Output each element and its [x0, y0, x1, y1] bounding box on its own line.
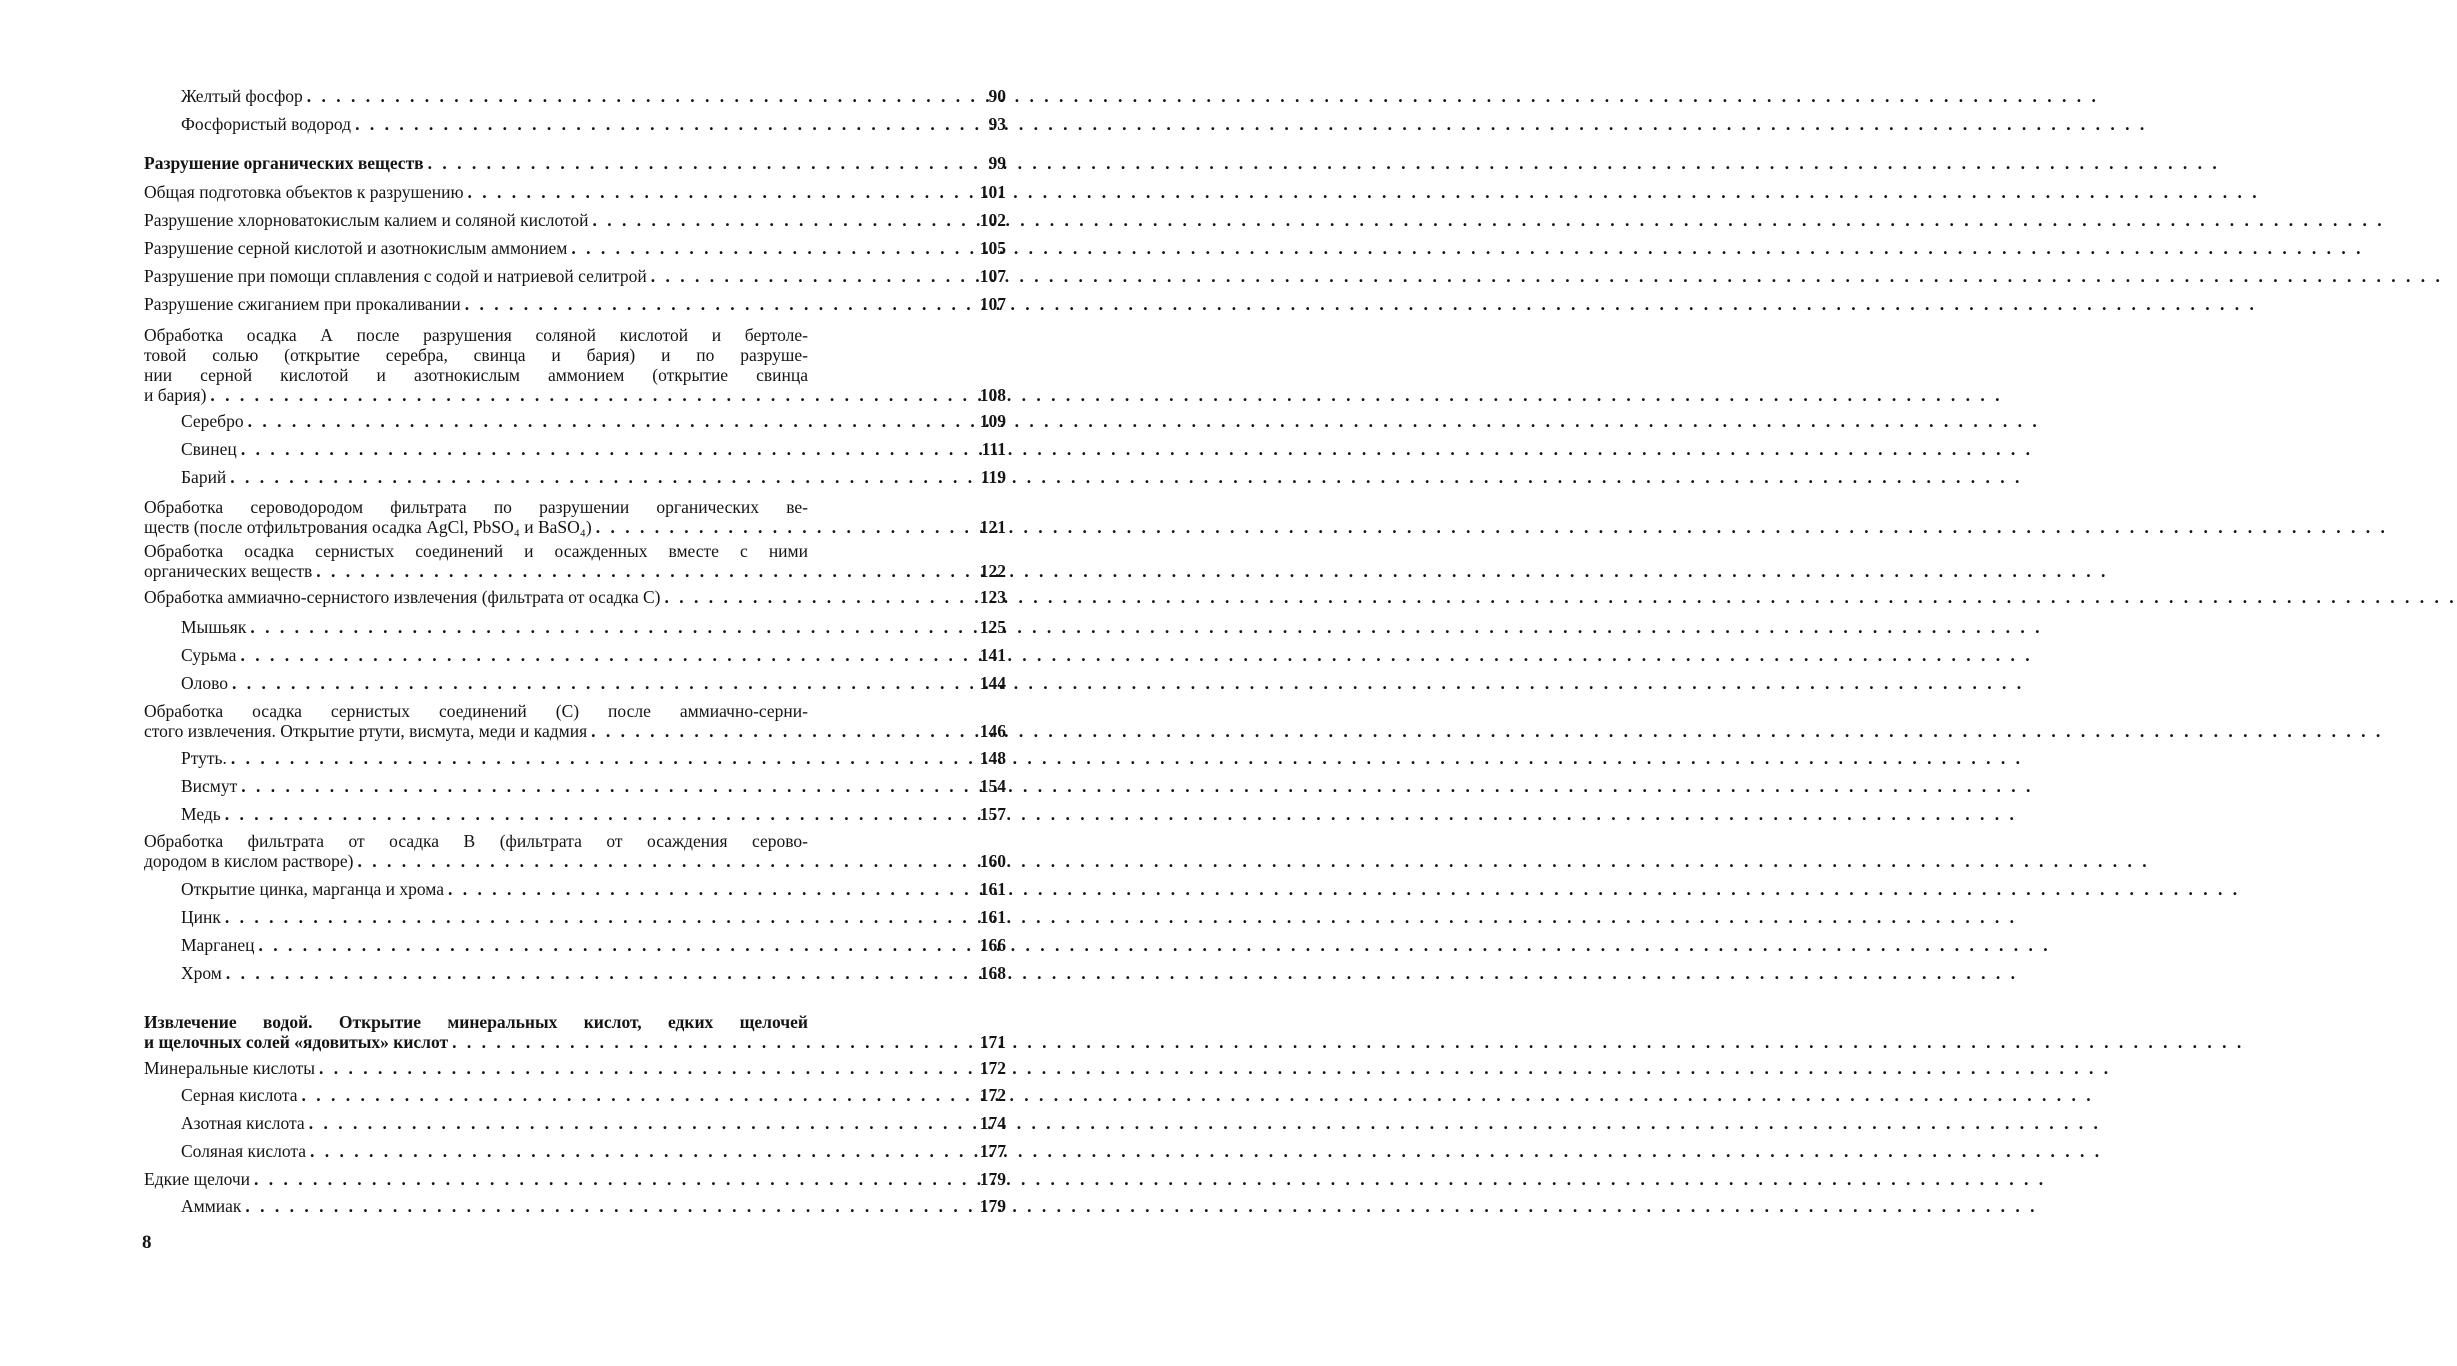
book-page	[0, 0, 1006, 1366]
toc-entry-line	[181, 776, 1006, 796]
toc-entry	[0, 907, 1373, 927]
dot-leader	[310, 1141, 2102, 1161]
toc-entry	[0, 210, 1336, 230]
dot-leader	[250, 617, 2042, 637]
toc-entry	[0, 1196, 1373, 1216]
toc-entry-page: 109	[979, 411, 1006, 431]
toc-entry	[0, 153, 1336, 173]
toc-entry-page: 107	[979, 266, 1006, 286]
toc-entry-page: 119	[980, 467, 1006, 487]
toc-entry-title: Ртуть.	[181, 748, 227, 768]
toc-entry-title: Фосфористый водород	[181, 114, 352, 134]
toc-entry-title: Общая подготовка объектов к разрушению	[144, 182, 464, 202]
toc-entry	[0, 238, 1336, 258]
toc-entry-page: 157	[979, 804, 1006, 824]
toc-entry	[0, 748, 1373, 768]
toc-entry-line	[144, 238, 1006, 258]
dot-leader	[259, 935, 2051, 955]
toc-entry-line	[181, 467, 1006, 487]
toc-entry-title: Хром	[181, 963, 222, 983]
toc-entry-line	[181, 617, 1006, 637]
toc-entry	[0, 1012, 1336, 1052]
toc-entry	[0, 114, 1373, 134]
toc-entry-text-line: Обработка осадка сернистых соединений и осажденных вместе с ними	[144, 541, 808, 561]
toc-entry-page: 90	[988, 86, 1006, 106]
toc-entry-line	[181, 935, 1006, 955]
toc-entry-page: 105	[979, 238, 1006, 258]
toc-entry-page: 146	[979, 721, 1006, 741]
dot-leader	[225, 907, 2017, 927]
toc-entry-line	[181, 804, 1006, 824]
toc-entry-title: Мышьяк	[181, 617, 247, 637]
dot-leader	[428, 153, 2220, 173]
toc-entry-title: Разрушение хлорноватокислым калием и соляной кислотой	[144, 210, 589, 230]
toc-entry	[0, 439, 1373, 459]
toc-entry	[0, 831, 1336, 871]
toc-entry-page: 121	[979, 517, 1006, 537]
toc-entry-text-line: Обработка сероводородом фильтрата по разрушении органических ве-	[144, 497, 808, 517]
toc-entry	[0, 673, 1373, 693]
toc-entry	[0, 1085, 1373, 1105]
toc-entry-page: 179	[979, 1169, 1006, 1189]
toc-entry-page: 171	[979, 1032, 1006, 1052]
toc-entry	[0, 1169, 1336, 1189]
toc-entry-title: Желтый фосфор	[181, 86, 303, 106]
toc-entry-title: Открытие цинка, марганца и хрома	[181, 879, 444, 899]
dot-leader	[225, 804, 2017, 824]
toc-entry-title: Свинец	[181, 439, 237, 459]
toc-entry-text-line: Обработка осадка сернистых соединений (С) после аммиачно-серни-	[144, 701, 808, 721]
toc-entry-title: Олово	[181, 673, 229, 693]
toc-entry-line	[144, 182, 1006, 202]
toc-entry-page: 93	[988, 114, 1006, 134]
dot-leader	[593, 210, 2385, 230]
toc-entry-title: Медь	[181, 804, 221, 824]
toc-entry-title: Цинк	[181, 907, 221, 927]
toc-entry-page: 141	[979, 645, 1006, 665]
dot-leader	[232, 673, 2024, 693]
toc-entry-line	[144, 1169, 1006, 1189]
toc-entry-line	[181, 439, 1006, 459]
toc-entry-title: Серебро	[181, 411, 244, 431]
toc-entry-title: дородом в кислом растворе)	[144, 851, 354, 871]
toc-entry-page: 172	[979, 1085, 1006, 1105]
toc-entry	[0, 411, 1373, 431]
toc-entry	[0, 86, 1373, 106]
toc-entry-page: 144	[979, 673, 1006, 693]
toc-entry-page: 107	[979, 294, 1006, 314]
dot-leader	[226, 963, 2018, 983]
toc-entry-page: 99	[988, 153, 1006, 173]
toc-entry	[0, 963, 1373, 983]
dot-leader	[241, 776, 2033, 796]
dot-leader	[248, 411, 2040, 431]
toc-entry	[0, 266, 1336, 286]
toc-entry-title: Висмут	[181, 776, 238, 796]
toc-entry-line	[144, 153, 1006, 173]
toc-entry-page: 148	[979, 748, 1006, 768]
toc-entry-page: 161	[979, 907, 1006, 927]
dot-leader	[210, 385, 2002, 405]
toc-entry	[0, 294, 1336, 314]
toc-entry-title: Соляная кислота	[181, 1141, 307, 1161]
toc-entry-line	[181, 673, 1006, 693]
toc-entry-page: 101	[979, 182, 1006, 202]
page-number: 8	[142, 1232, 152, 1253]
toc-entry-title: Разрушение серной кислотой и азотнокислым аммонием	[144, 238, 568, 258]
toc-entry-text-line: товой солью (открытие серебра, свинца и бария) и по разруше-	[144, 345, 808, 365]
toc-entry-line	[144, 561, 1006, 581]
toc-entry-page: 125	[979, 617, 1006, 637]
dot-leader	[465, 294, 2257, 314]
toc-entry-line	[181, 86, 1006, 106]
toc-entry	[0, 645, 1373, 665]
toc-entry-line	[144, 587, 1006, 607]
toc-entry-line	[181, 411, 1006, 431]
toc-entry-title: и бария)	[144, 385, 207, 405]
toc-entry-title: Минеральные кислоты	[144, 1058, 316, 1078]
toc-entry-line	[144, 210, 1006, 230]
dot-leader	[231, 748, 2023, 768]
dot-leader	[245, 1196, 2037, 1216]
toc-entry-line	[181, 645, 1006, 665]
toc-entry-line	[144, 294, 1006, 314]
toc-entry-page: 166	[979, 935, 1006, 955]
toc-entry-line	[181, 1113, 1006, 1133]
toc-entry-line	[181, 879, 1006, 899]
toc-entry	[0, 804, 1373, 824]
toc-entry	[0, 467, 1373, 487]
toc-entry-line	[144, 385, 1006, 405]
toc-entry	[0, 1058, 1336, 1078]
toc-entry-title: Серная кислота	[181, 1085, 298, 1105]
toc-entry	[0, 879, 1373, 899]
toc-entry	[0, 1113, 1373, 1133]
dot-leader	[452, 1032, 2244, 1052]
toc-entry	[0, 1141, 1373, 1161]
dot-leader	[309, 1113, 2101, 1133]
toc-entry-page: 108	[979, 385, 1006, 405]
toc-entry-title: ществ (после отфильтрования осадка AgCl, PbSO₄ и BaSO₄)	[144, 517, 592, 537]
toc-entry-page: 123	[979, 587, 1006, 607]
toc-entry-title: Обработка аммиачно-сернистого извлечения (фильтрата от осадка С)	[144, 587, 661, 607]
dot-leader	[448, 879, 2240, 899]
toc-entry-page: 111	[981, 439, 1006, 459]
toc-entry-page: 168	[979, 963, 1006, 983]
toc-entry-page: 172	[979, 1058, 1006, 1078]
dot-leader	[596, 517, 2388, 537]
toc-entry-page: 154	[979, 776, 1006, 796]
toc-entry-line	[144, 1032, 1006, 1052]
toc-entry-line	[181, 1196, 1006, 1216]
toc-entry-line	[181, 963, 1006, 983]
toc-entry-title: Разрушение при помощи сплавления с содой и натриевой селитрой	[144, 266, 647, 286]
toc-entry-text-line: Обработка осадка А после разрушения соляной кислотой и бертоле-	[144, 325, 808, 345]
toc-entry-page: 102	[979, 210, 1006, 230]
dot-leader	[240, 645, 2032, 665]
toc-entry-line	[181, 1141, 1006, 1161]
toc-entry-title: органических веществ	[144, 561, 313, 581]
dot-leader	[319, 1058, 2111, 1078]
toc-entry-title: Сурьма	[181, 645, 237, 665]
toc-entry	[0, 325, 1336, 405]
toc-entry-line	[144, 1058, 1006, 1078]
toc-entry-page: 161	[979, 879, 1006, 899]
toc-entry-title: Аммиак	[181, 1196, 242, 1216]
toc-entry-line	[144, 266, 1006, 286]
toc-entry-line	[181, 1085, 1006, 1105]
toc-entry	[0, 935, 1373, 955]
toc-entry	[0, 182, 1336, 202]
dot-leader	[316, 561, 2108, 581]
toc-entry-text-line: нии серной кислотой и азотнокислым аммонием (открытие свинца	[144, 365, 808, 385]
toc-entry-text-line: Извлечение водой. Открытие минеральных кислот, едких щелочей	[144, 1012, 808, 1032]
dot-leader	[301, 1085, 2093, 1105]
toc-entry-page: 160	[979, 851, 1006, 871]
toc-entry-page: 179	[979, 1196, 1006, 1216]
toc-entry	[0, 587, 1336, 607]
toc-entry-page: 122	[979, 561, 1006, 581]
dot-leader	[254, 1169, 2046, 1189]
dot-leader	[230, 467, 2022, 487]
dot-leader	[591, 721, 2383, 741]
dot-leader	[355, 114, 2147, 134]
toc-entry-title: стого извлечения. Открытие ртути, висмута, меди и кадмия	[144, 721, 588, 741]
dot-leader	[571, 238, 2363, 258]
toc-entry-title: Разрушение сжиганием при прокаливании	[144, 294, 461, 314]
dot-leader	[665, 587, 2457, 607]
toc-entry-page: 177	[979, 1141, 1006, 1161]
toc-entry-line	[181, 114, 1006, 134]
toc-entry-line	[181, 748, 1006, 768]
toc-entry-title: Марганец	[181, 935, 255, 955]
toc-entry	[0, 776, 1373, 796]
toc-entry	[0, 497, 1336, 537]
toc-entry-line	[144, 851, 1006, 871]
toc-entry	[0, 701, 1336, 741]
toc-entry-text-line: Обработка фильтрата от осадка В (фильтрата от осаждения серово-	[144, 831, 808, 851]
toc-entry-line	[144, 517, 1006, 537]
dot-leader	[651, 266, 2443, 286]
dot-leader	[241, 439, 2033, 459]
toc-entry-title: Разрушение органических веществ	[144, 153, 424, 173]
toc-entry-page: 174	[979, 1113, 1006, 1133]
toc-entry	[0, 541, 1336, 581]
toc-entry-line	[181, 907, 1006, 927]
toc-entry-title: Азотная кислота	[181, 1113, 305, 1133]
toc-entry-line	[144, 721, 1006, 741]
dot-leader	[357, 851, 2149, 871]
toc-entry-title: Барий	[181, 467, 227, 487]
toc-entry-title: Едкие щелочи	[144, 1169, 251, 1189]
toc-entry-title: и щелочных солей «ядовитых» кислот	[144, 1032, 449, 1052]
toc-entry	[0, 617, 1373, 637]
dot-leader	[468, 182, 2260, 202]
dot-leader	[307, 86, 2099, 106]
